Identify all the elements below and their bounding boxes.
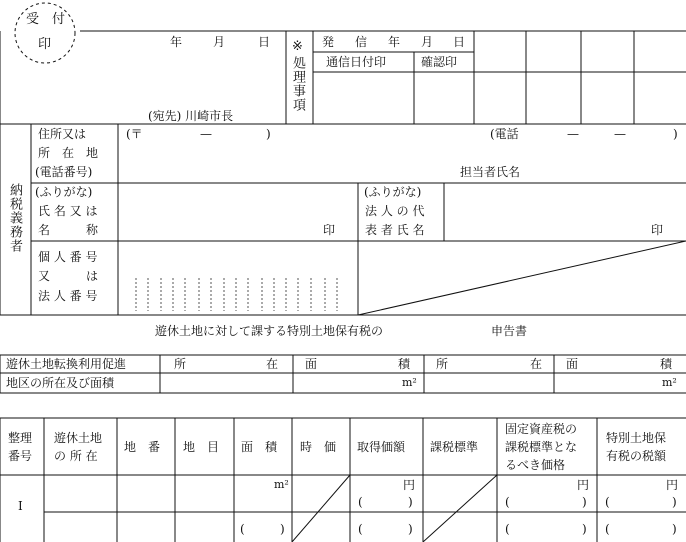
id-label-1: 個 人 番 号 [38,250,98,264]
row-fixed-yen: 円 [577,478,590,492]
postal-dash: — [200,127,212,141]
comm-date-stamp-label: 通信日付印 [326,55,387,69]
hdr-area: 面 積 [241,440,278,454]
hdr-fixed-asset-1: 固定資産税の [505,422,578,436]
postal-prefix: (〒 [126,127,143,141]
form-title: 遊休土地に対して課する特別土地保有税の [155,324,384,338]
postal-close: ) [266,127,271,141]
rep-label-3: 表 者 氏 名 [365,223,425,237]
row-fixed-paren-close-1: ) [582,495,587,509]
representative-name-field[interactable] [446,185,646,239]
row-lot-no-field[interactable] [118,476,174,511]
district-area-field-1[interactable] [294,374,398,392]
receipt-stamp-label: 受 付 [26,12,66,27]
receipt-month-label: 月 [213,35,226,49]
send-day: 日 [453,35,466,49]
processing-box-2[interactable] [527,32,580,71]
processing-label: 処理事項 [290,56,305,112]
send-char-1: 発 [322,35,335,49]
district-location-1b: 在 [266,357,279,371]
row-acq-paren-close-2: ) [408,522,413,536]
row-tax-yen: 円 [666,478,679,492]
hdr-market-value: 時 価 [300,440,337,454]
district-area-2b: 積 [660,357,673,371]
name-label-3: 名 称 [38,223,99,237]
processing-mark: ※ [292,39,303,54]
receipt-day-label: 日 [258,35,271,49]
row-fixed-asset-field[interactable] [498,490,596,510]
row-acq-paren-open-1: ( [358,495,363,509]
district-area-unit-1: m² [402,376,417,389]
processing-box-1[interactable] [475,32,525,71]
hdr-idle-loc-2: の 所 在 [54,449,98,463]
confirm-stamp-label: 確認印 [421,55,458,69]
addressee: (宛先) 川崎市長 [148,109,234,123]
address-label-3: (電話番号) [35,165,93,179]
row-area-field[interactable] [235,490,291,510]
district-location-field-2[interactable] [425,374,553,392]
row-label: I [18,499,23,513]
district-location-2a: 所 [436,357,449,371]
contact-person-label: 担当者氏名 [460,165,521,179]
form-title-tail: 申告書 [491,324,528,338]
phone-label: (電話 [490,127,519,141]
row-land-type-field[interactable] [176,476,233,511]
id-label-2: 又 は [38,269,99,283]
hdr-idle-loc-1: 遊休土地 [54,431,103,445]
hdr-ref-no-1: 整理 [8,431,33,445]
receipt-stamp-seal: 印 [38,37,52,52]
row-fixed-paren-open-1: ( [505,495,510,509]
hdr-special-tax-2: 有税の税額 [606,449,667,463]
rep-label-2: 法 人 の 代 [365,204,425,218]
address-label-1: 住所又は [38,127,87,141]
hdr-land-type: 地 目 [183,440,220,454]
hdr-fixed-asset-3: るべき価格 [505,458,566,472]
name-label-2: 氏 名 又 は [38,204,98,218]
contact-person-field[interactable] [540,163,680,181]
row-tax-paren-open-2: ( [605,522,610,536]
name-furigana-label: (ふりがな) [35,185,93,199]
row-fixed-paren-open-2: ( [505,522,510,536]
hdr-acquisition: 取得価額 [357,440,406,454]
row-acq-paren-open-2: ( [358,522,363,536]
district-area-field-2[interactable] [555,374,659,392]
row-tax-paren-close-2: ) [672,522,677,536]
row-fixed-paren-close-2: ) [582,522,587,536]
district-area-2a: 面 [566,357,579,371]
address-label-2: 所 在 地 [38,146,99,160]
district-location-2b: 在 [530,357,543,371]
hdr-fixed-asset-2: 課税標準とな [505,440,578,454]
send-month: 月 [421,35,434,49]
row-idle-location-field[interactable] [45,476,116,511]
hdr-tax-basis: 課税標準 [430,440,479,454]
row-acq-paren-close-1: ) [408,495,413,509]
rep-seal-mark: 印 [651,223,664,237]
row-area-unit: m² [274,478,289,491]
send-char-2: 信 [355,35,368,49]
row-special-tax-field[interactable] [598,490,685,510]
district-area-1b: 積 [398,357,411,371]
district-label-2: 地区の所在及び面積 [6,376,115,390]
taxpayer-name-field[interactable] [120,185,320,239]
row-tax-paren-open-1: ( [605,495,610,509]
hdr-lot-no: 地 番 [124,440,161,454]
taxpayer-section-label: 納税義務者 [7,183,22,253]
district-location-1a: 所 [174,357,187,371]
row-area-paren-close: ) [280,522,285,536]
hdr-special-tax-1: 特別土地保 [606,431,667,445]
phone-dash-2: — [614,127,626,141]
district-area-unit-2: m² [662,376,677,389]
row-acq-yen: 円 [403,478,416,492]
processing-box-4[interactable] [635,32,685,71]
processing-box-3[interactable] [582,32,633,71]
district-location-field-1[interactable] [161,374,292,392]
hdr-ref-no-2: 番号 [8,449,33,463]
row-acquisition-field[interactable] [351,490,422,510]
district-label-1: 遊休土地転換利用促進 [6,357,127,371]
row-area-paren-open: ( [240,522,245,536]
send-year: 年 [388,35,401,49]
phone-close: ) [673,127,678,141]
district-area-1a: 面 [305,357,318,371]
id-number-field[interactable] [124,276,354,312]
receipt-year-label: 年 [170,35,183,49]
phone-dash-1: — [567,127,579,141]
id-label-3: 法 人 番 号 [38,289,98,303]
row-tax-paren-close-1: ) [672,495,677,509]
taxpayer-seal-mark: 印 [323,223,336,237]
rep-furigana-label: (ふりがな) [364,185,422,199]
address-field[interactable] [120,143,680,163]
